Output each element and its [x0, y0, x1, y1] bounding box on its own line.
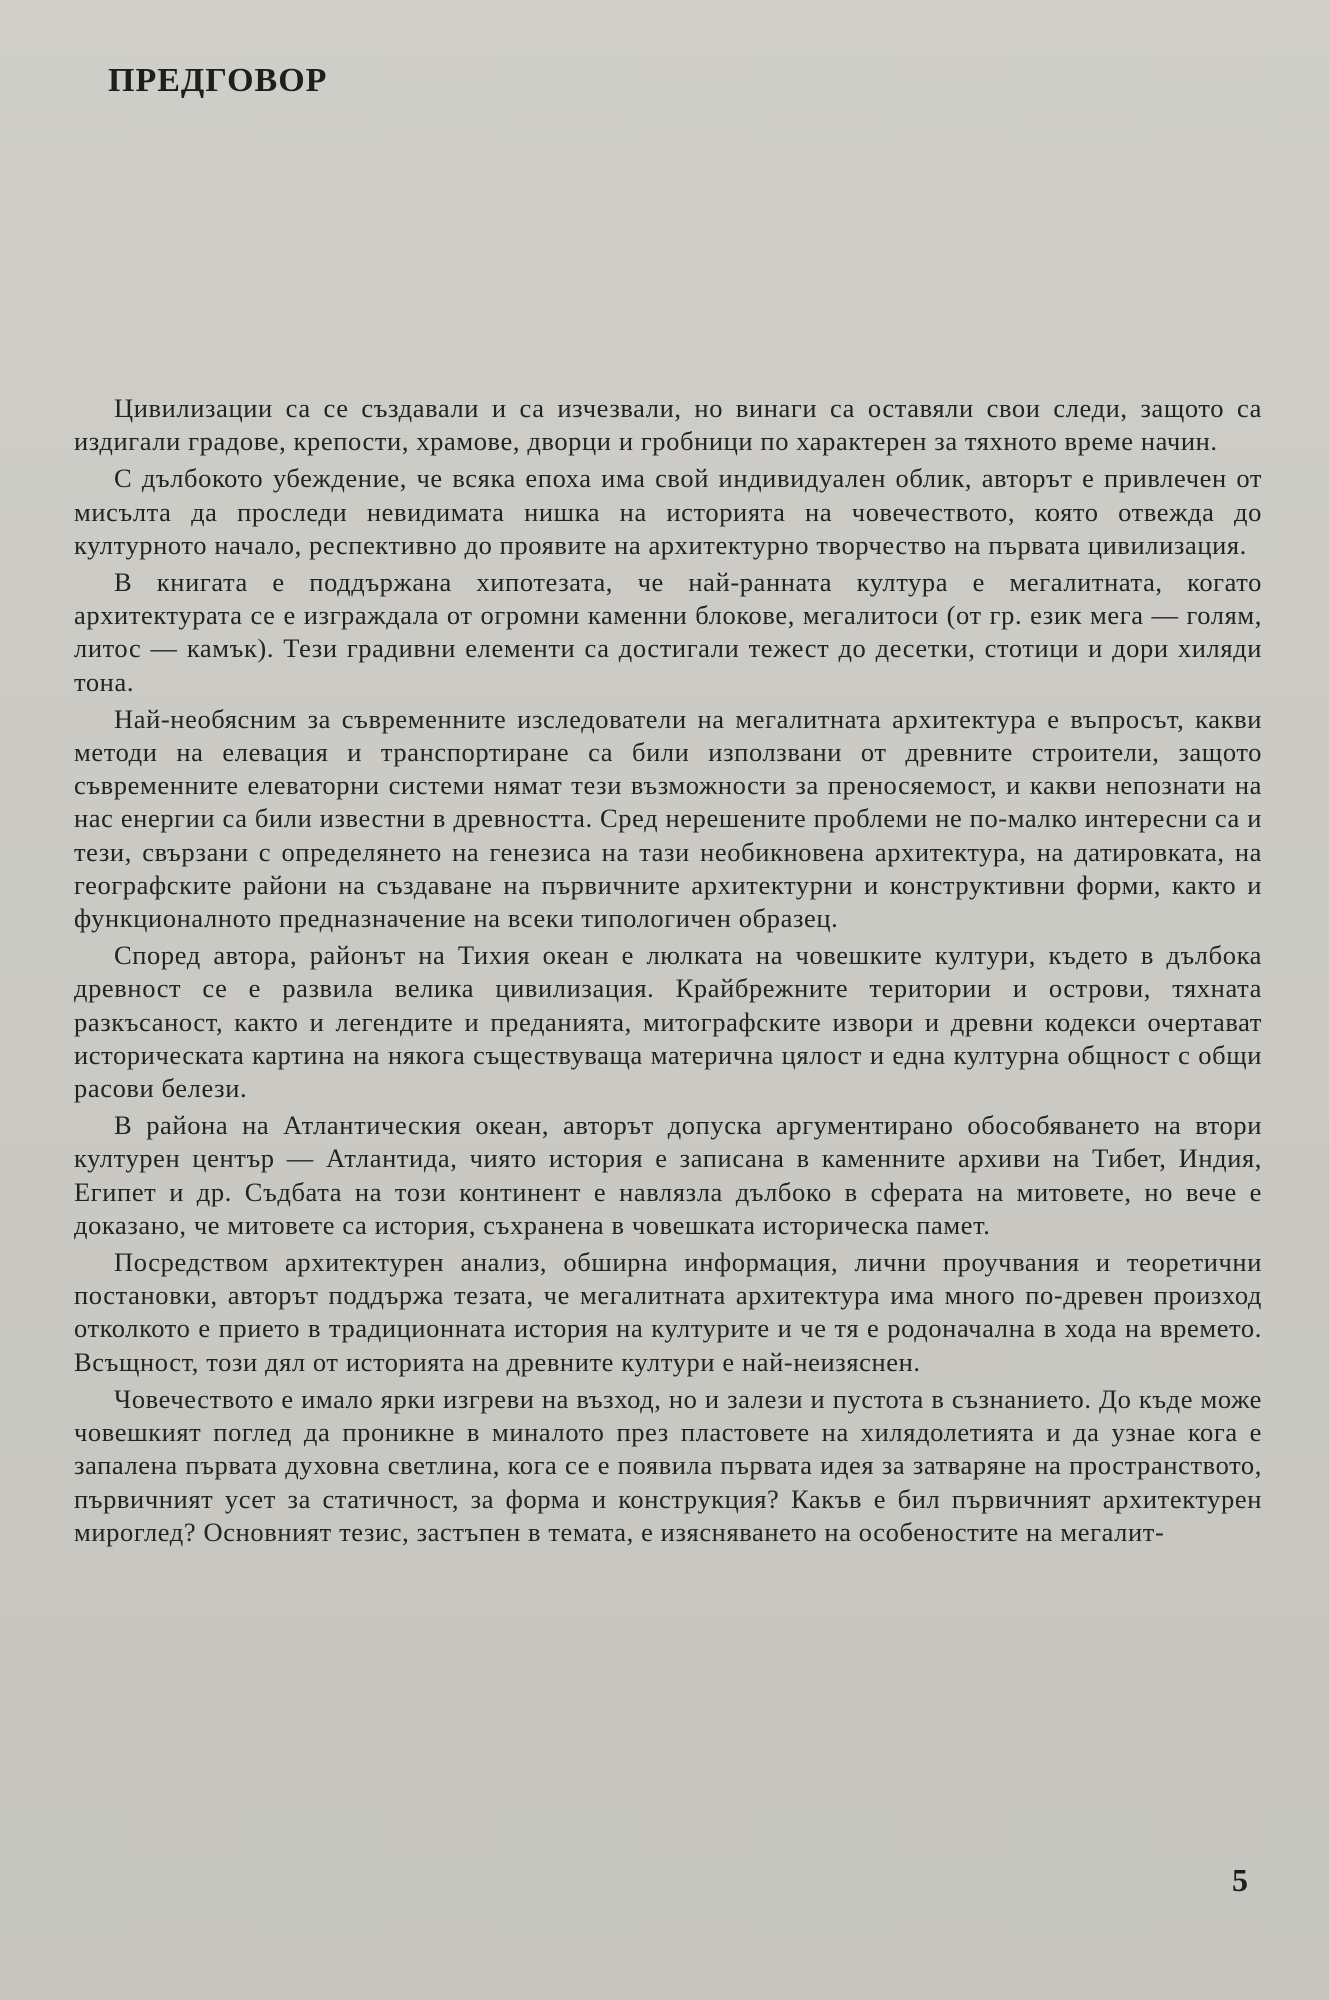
paragraph: Най-необясним за съвременните изследователи на мегалитната архитектура е въпросът, какви методи на елевация и транспортиране са били използвани от древните строители, защото съвременните елеваторни системи нямат тези възможности за преносяемост, и какви непознати на нас енергии са били известни в древността. Сред нерешените проблеми не по-малко интересни са и тези, свързани с определянето на генезиса на тази необикновена архитектура, на датировката, на географските райони на създаване на първичните архитектурни и конструктивни форми, както и функционалното предназначение на всеки типологичен образец. — [74, 703, 1262, 934]
page-number: 5 — [1232, 1862, 1248, 1898]
page-heading: ПРЕДГОВОР — [108, 62, 328, 99]
paragraph: Според автора, районът на Тихия океан е люлката на човешките култури, където в дълбока древност се е развила велика цивилизация. Крайбрежните територии и острови, тяхната разкъсаност, както и легендите и преданията, митографските извори и древни кодекси очертават историческата картина на някога съществуваща матерична цялост и една културна общност с общи расови белези. — [74, 940, 1262, 1104]
paragraph: Посредством архитектурен анализ, обширна информация, лични проучвания и теоретични постановки, авторът поддържа тезата, че мегалитната архитектура има много по-древен произход отколкото е прието в традиционната история на културите и че тя е родоначална в хода на времето. Всъщност, този дял от историята на древните култури е най-неизяснен. — [74, 1247, 1262, 1377]
body-text — [74, 392, 1262, 1553]
paragraph: Цивилизации са се създавали и са изчезвали, но винаги са оставяли свои следи, защото са издигали градове, крепости, храмове, дворци и гробници по характерен за тяхното време начин. — [74, 393, 1262, 457]
paragraph: В района на Атлантическия океан, авторът допуска аргументирано обособяването на втори културен център — Атлантида, чиято история е записана в каменните архиви на Тибет, Индия, Египет и др. Съдбата на този континент е навлязла дълбоко в сферата на митовете, но вече е доказано, че митовете са история, съхранена в човешката историческа памет. — [74, 1110, 1262, 1240]
paragraph: С дълбокото убеждение, че всяка епоха има свой индивидуален облик, авторът е привлечен от мисълта да проследи невидимата нишка на историята на човечеството, която отвежда до културното начало, респективно до проявите на архитектурно творчество на първата цивилизация. — [74, 463, 1262, 560]
paragraph: Човечеството е имало ярки изгреви на възход, но и залези и пустота в съзнанието. До къде може човешкият поглед да проникне в миналото през пластовете на хилядолетията и да узнае кога е запалена първата духовна светлина, кога се е появила първата идея за затваряне на пространството, първичният усет за статичност, за форма и конструкция? Какъв е бил първичният архитектурен мироглед? Основният тезис, застъпен в темата, е изясняването на особеностите на мегалит- — [74, 1383, 1262, 1547]
paragraph: В книгата е поддържана хипотезата, че най-ранната култура е мегалитната, когато архитектурата се е изграждала от огромни каменни блокове, мегалитоси (от гр. език мега — голям, литос — камък). Тези градивни елементи са достигали тежест до десетки, стотици и дори хиляди тона. — [74, 567, 1262, 697]
